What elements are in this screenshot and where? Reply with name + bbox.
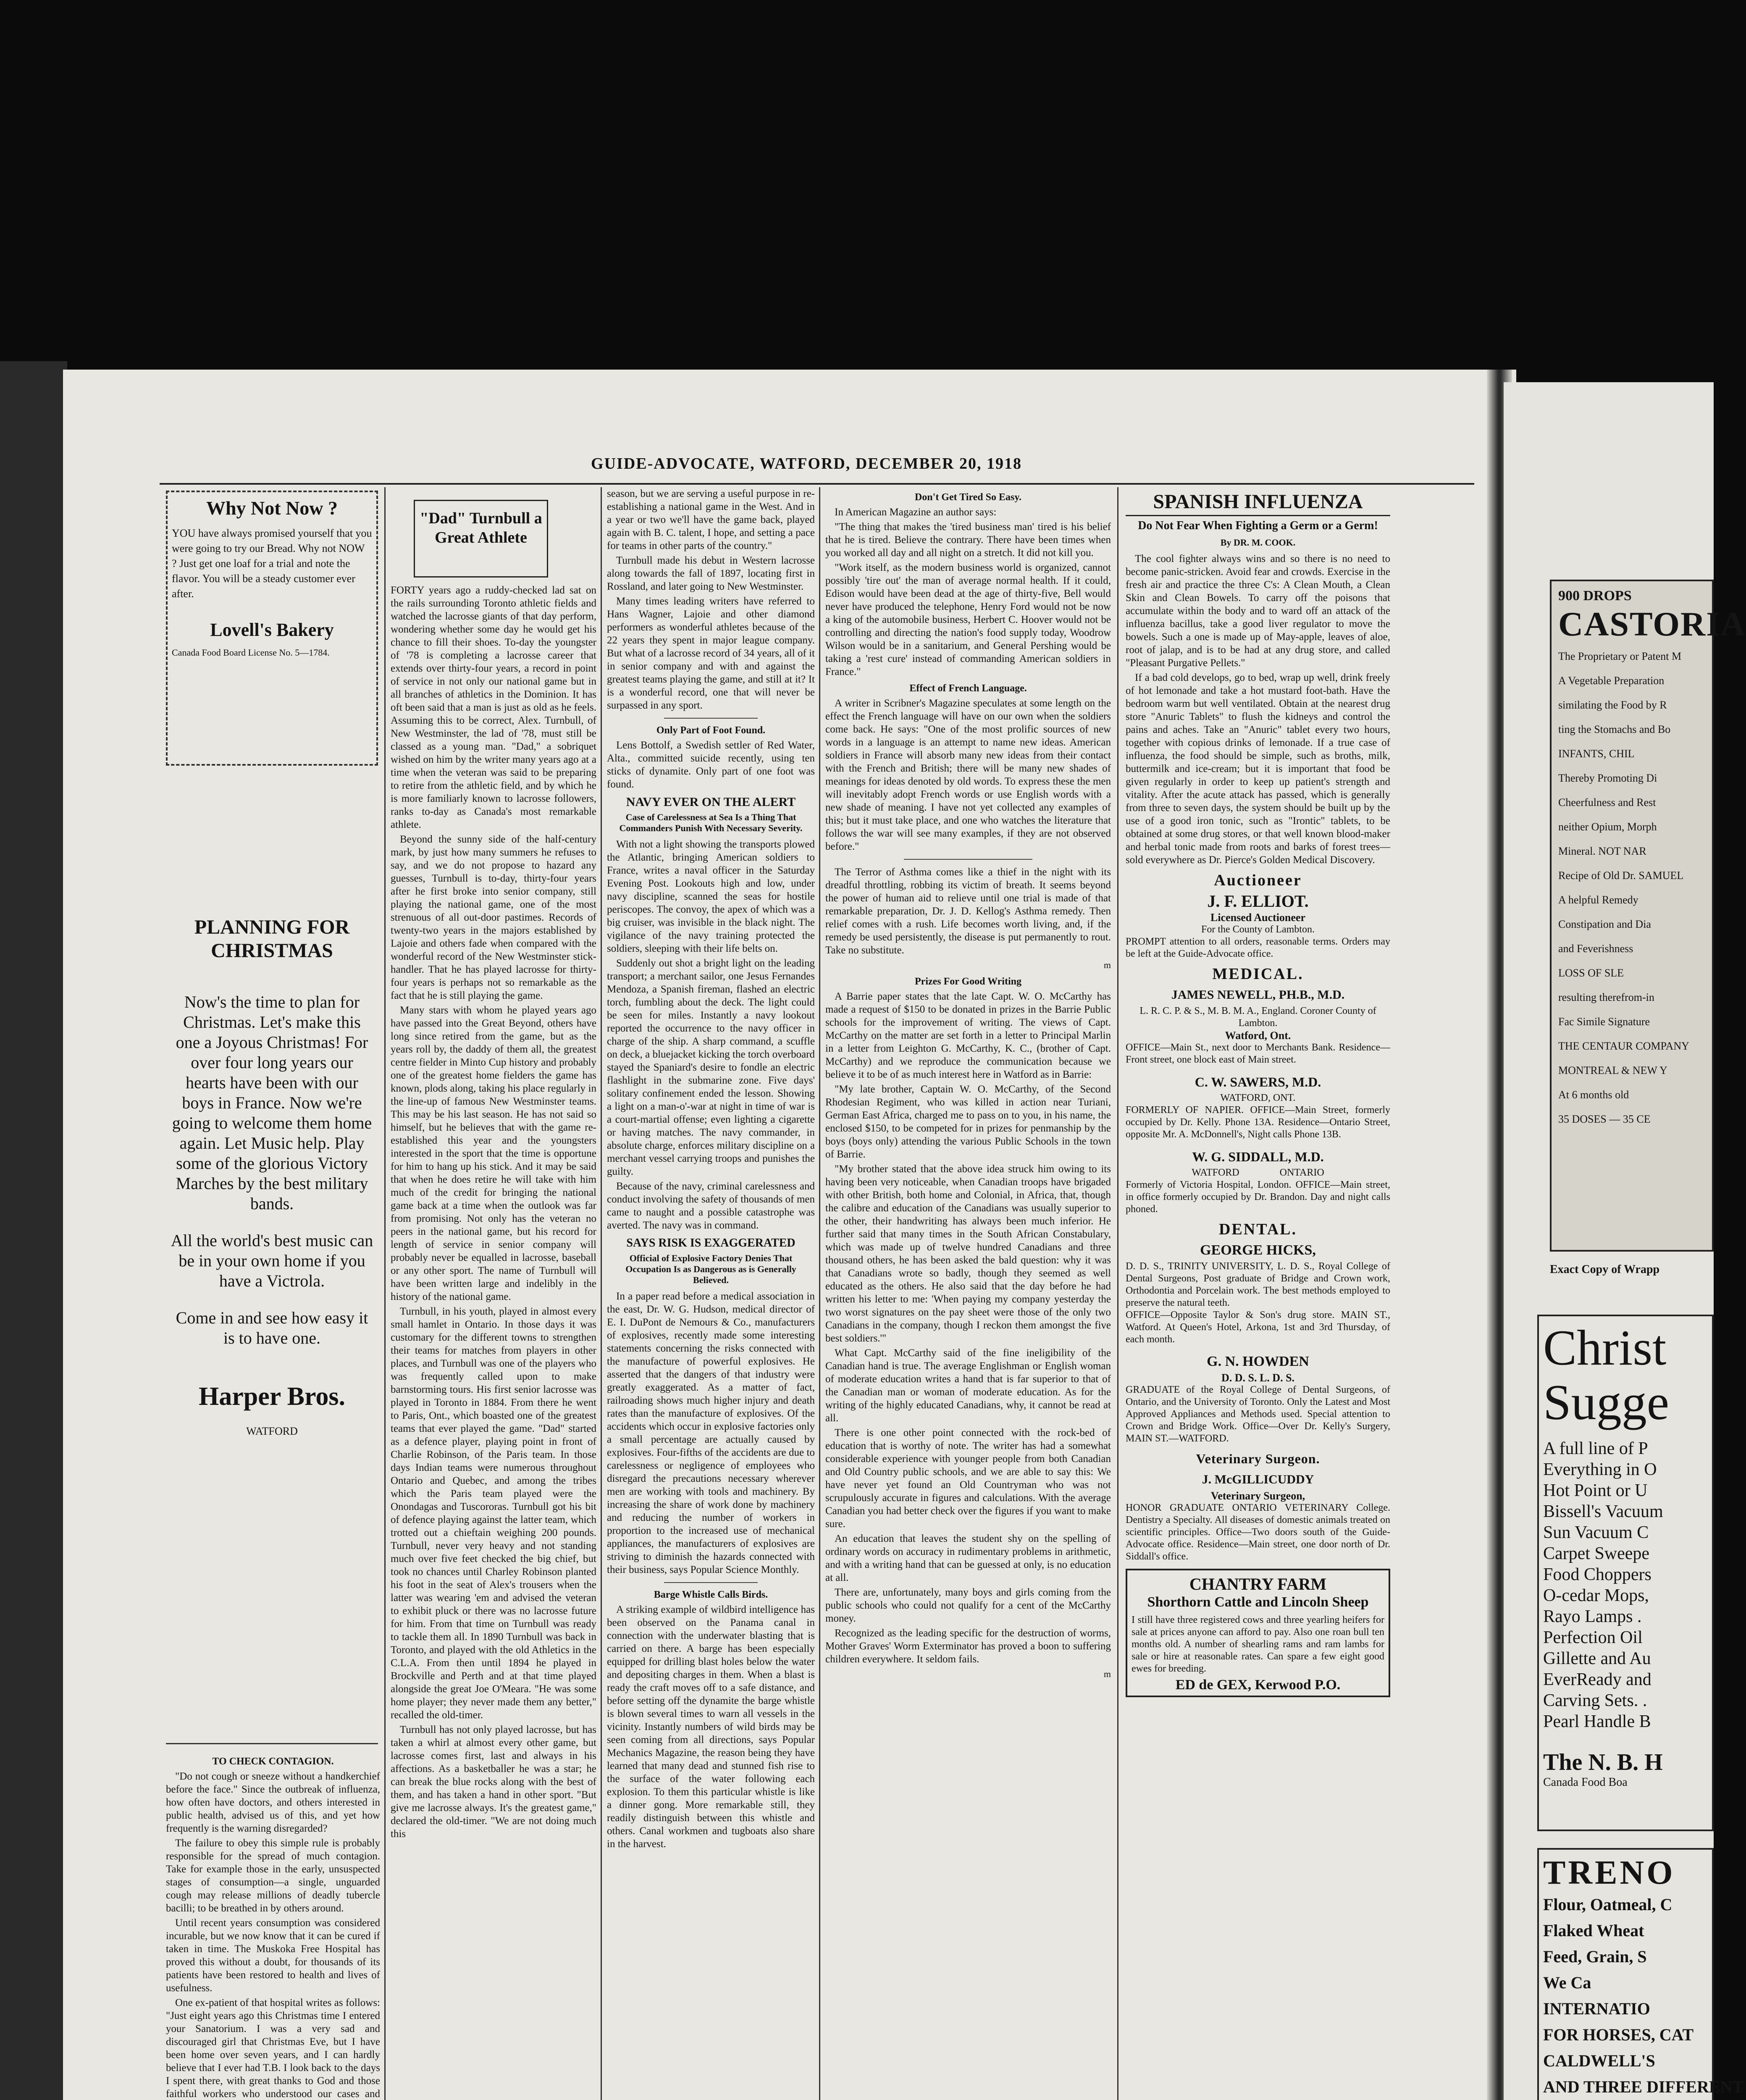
doctor-office: OFFICE—Main St., next door to Merchants Bank. Residence—Front street, one block east of Main street. [1126,1042,1390,1065]
turnbull-title-box [414,500,548,578]
castoria-label-line: MONTREAL & NEW Y [1558,1064,1667,1076]
doctor-name: JAMES NEWELL, PH.B., M.D. [1171,988,1345,1002]
christmas-list [1543,1438,1708,1732]
christmas-title-1: Christ [1543,1320,1667,1376]
doctor-town: Watford, Ont. [1225,1029,1291,1042]
vet-card [1126,1470,1390,1563]
tired-para: "The thing that makes the 'tired business man' tired is his belief that he is tired. Believe the contrary. There have been times when you worked all day and all night on a stretch. It did not kill you. [825,521,1111,559]
christmas-list-item: Gillette and Au [1543,1649,1651,1668]
dentist-credentials: D. D. S. L. D. S. [1221,1372,1295,1384]
castoria-label-text [1558,644,1705,1131]
harper-body-3: Come in and see how easy it is to have one. [176,1308,368,1347]
christmas-list-item: Carpet Sweepe [1543,1544,1650,1563]
medical-card [1126,1147,1390,1215]
contagion-para: "Do not cough or sneeze without a handkerchief before the face." Since the outbreak of influenza, how often have doctors, and others interested in public health, advised us of this, and yet how frequently is the warning disregarded? [166,1771,380,1834]
castoria-label-line: and Feverishness [1558,942,1633,955]
column-rule [1117,487,1118,2100]
asthma-body: The Terror of Asthma comes like a thief in the night with its dreadful throttling, robbing its victim of breath. It seems beyond the power of human aid to relieve until one trial is made of that remarkable preparation, Dr. J. D. Kellog's Asthma remedy. Then relief comes with a rush. Life becomes worth living, and, if the remedy be used persistently, the disease is put permanently to rout. Take no substitute. [825,866,1111,956]
contagion-para: One ex-patient of that hospital writes as follows: "Just eight years ago this Christmas time I entered your Sanatorium. I was a very sad and discouraged girl that Christmas Eve, but I have been home over seven years, and I can hardly believe that I ever had T.B. I look back to the days I spent there, with great thanks to God and those faithful workers who understood our cases and [166,1997,380,2100]
prizes-para: "My brother stated that the above idea struck him owing to its having been very noticeable, when Canadian troops have brigaded with other British, both home and Colonial, in Africa, that, though the calibre and education of the Canadians was usually superior to the other, their handwriting has always been much inferior. He further said that many times in the South African Constabulary, which was made up of twelve hundred Canadians and three thousand others, he has been asked the bald question: why it was that Canadians wrote so badly, though they seemed as well educated as the others. He also said that the day before he had written his letter to me: 'When paying my company yesterday the two worst signatures on the pay sheet were those of the only two Canadians in the company, though I reckon them amongst the five best soldiers.'" [825,1163,1111,1344]
trenouth-title: TRENO [1543,1854,1675,1891]
turnbull-para: Beyond the sunny side of the half-century mark, by just how many summers he refuses to say, and we do not propose to hazard any guesses, Turnbull is to-day, thirty-four years after he first broke into senior company, still playing the national game, one of the most strenuous of all out-door pastimes. Records of twenty-two years in the majors established by Lajoie and others fade when compared with the wonderful record of the New Westminster stick-handler. That he has played lacrosse for thirty-four years is perhaps not so remarkable as the fact that he is still playing the game. [391,834,596,1001]
castoria-label-line: LOSS OF SLE [1558,967,1624,979]
christmas-list-item: O-cedar Mops, [1543,1586,1649,1605]
navy-para: With not a light showing the transports plowed the Atlantic, bringing American soldiers to France, writes a naval officer in the Saturday Evening Post. Lookouts high and low, under navy discipline, scanned the seas for hostile periscopes. The convoy, the apex of which was a big cruiser, was invisible in the black night. The vigilance of the navy training protected the soldiers, sleeping with their life belts on. [607,839,815,954]
column-4 [825,487,1111,2100]
footfound-title: Only Part of Foot Found. [656,725,766,736]
christmas-list-item: Everything in O [1543,1460,1657,1479]
doctor-credentials: L. R. C. P. & S., M. B. M. A., England. Coroner County of Lambton. [1139,1005,1376,1029]
castoria-label-line: THE CENTAUR COMPANY [1558,1040,1689,1052]
dentist-credentials: D. D. S., TRINITY UNIVERSITY, L. D. S., Royal College of Dental Surgeons, Post graduate of Bridge and Crown work, Orthodontia and Porcelain work. The best methods employed to preserve the natural teeth. [1126,1261,1390,1308]
doctor-credentials: WATFORD, ONT. [1220,1092,1296,1103]
masthead: GUIDE-ADVOCATE, WATFORD, DECEMBER 20, 1918 [591,455,1022,472]
trenouth-list-item: AND THREE DIFFERENT [1543,2077,1744,2096]
risk-sub: Official of Explosive Factory Denies That Occupation Is as Dangerous as is Generally Believed. [625,1253,796,1285]
trenouth-list [1543,1892,1744,2100]
doctor-name: C. W. SAWERS, M.D. [1195,1074,1321,1089]
contagion-title: TO CHECK CONTAGION. [212,1756,334,1767]
lovell-ad [166,491,378,766]
dentist-name: G. N. HOWDEN [1207,1354,1309,1369]
trenouth-list-item: CALDWELL'S [1543,2051,1655,2070]
castoria-label-line: The Proprietary or Patent M [1558,650,1682,662]
trenouth-list-item: Flour, Oatmeal, C [1543,1895,1672,1914]
castoria-label-line: Recipe of Old Dr. SAMUEL [1558,869,1684,882]
castoria-label-line: ting the Stomachs and Bo [1558,723,1671,735]
dentist-office: OFFICE—Opposite Taylor & Son's drug store. MAIN ST., Watford. At Queen's Hotel, Arkona, 1st and 3rd Thursday, of each month. [1126,1310,1390,1345]
contagion-para: Until recent years consumption was considered incurable, but we now know that it can be cured if taken in time. The Muskoka Free Hospital has proved this without a doubt, for thousands of its patients have been restored to health and lives of usefulness. [166,1917,380,1994]
lovell-body: YOU have always promised yourself that you were going to try our Bread. Why not NOW ? Just get one loaf for a trial and note the flavor. You will be a steady customer ever after. [172,527,372,600]
column-rule [384,487,386,2100]
dental-section: DENTAL. [1218,1221,1297,1238]
chantry-ad [1126,1569,1390,1697]
prizes-para: An education that leaves the student shy on the spelling of ordinary words on accuracy in rudimentary problems in arithmetic, and with a writing hand that can be guessed at only, is no education at all. [825,1533,1111,1583]
turnbull-article [391,584,596,2096]
turnbull-para: Turnbull has not only played lacrosse, but has taken a whirl at almost every other game, but lacrosse comes first, last and always in his affections. As a basketballer he was a star; he can break the blue rocks along with the best of them, and has taken a hand in other sport. "But give me lacrosse always. It's the greatest game," declared the old-timer. "We are not doing much this [391,1724,596,1840]
dentist-name: GEORGE HICKS, [1200,1242,1316,1258]
scan-border [0,361,67,2100]
castoria-label-line: neither Opium, Morph [1558,821,1657,833]
prizes-para: There are, unfortunately, many boys and girls coming from the public schools who could not qualify for a cent of the McCarthy money. [825,1587,1111,1624]
contagion-para: The failure to obey this simple rule is probably responsible for the spread of much contagion. Take for example those in the early, unsuspected stages of consumption—a single, unguarded cough may release millions of deadly tubercle bacilli; to be breathed in by others around. [166,1838,380,1914]
lovell-title: Why Not Now ? [206,497,338,519]
column-rule [601,487,602,2100]
french-title: Effect of French Language. [909,683,1027,694]
castoria-caption: Exact Copy of Wrapp [1550,1263,1660,1276]
doctor-office: Formerly of Victoria Hospital, London. OFFICE—Main street, in office formerly occupied by Dr. Brandon. Day and night calls phoned. [1126,1179,1390,1215]
castoria-label-line: A helpful Remedy [1558,894,1638,906]
navy-sub: Case of Carelessness at Sea Is a Thing That Commanders Punish With Necessary Severity. [619,812,803,833]
trenouth-list-item: Flaked Wheat [1543,1921,1644,1940]
castoria-label-line: At 6 months old [1558,1089,1629,1101]
trenouth-list-item: FOR HORSES, CAT [1543,2025,1694,2044]
auctioneer-card [1126,891,1390,960]
turnbull-continued: Many times leading writers have referred to Hans Wagner, Lajoie and other diamond performers as wonderful athletes because of the 22 years they spent in major league company. But what of a lacrosse record of 34 years, all of it in senior company and with and against the greatest teams playing the game, and still at it? It is a wonderful record, one that will never be surpassed in any sport. [607,596,815,711]
turnbull-para: Turnbull, in his youth, played in almost every small hamlet in Ontario. In those days it was customary for the different towns to strengthen their teams for matches from players in other places, and Turnbull was one of the players who was frequently called upon to make barnstorming tours. His first senior lacrosse was played in Toronto in 1884. From there he went to Paris, Ont., which boasted one of the greatest teams that ever played the game. "Dad" started as a defence player, playing point in front of Charlie Robinson, of the Paris team. In those days Indian teams were numerous throughout Ontario and Quebec, and among the tribes which the Paris team played were the Onondagas and Tuscororas. Turnbull got his bit of defence playing against the latter team, which trotted out a chieftain weighing 200 pounds. Turnbull, never very heavy and not standing much over five feet checked the big chief, but took no chances until Charley Robinson planted his foot in the seat of Alex's trousers when the latter was wearing 'em and advised the veteran to exhibit pluck or there was no lacrosse future for him. From that time on Turnbull was ready to tackle them all. In 1890 Turnbull was back in Toronto, and played with the old Athletics in the C.L.A. From then until 1894 he played in Brockville and Perth and at that time played alongside the great Joe O'Meara. "He was some home player; they never made them any better," recalled the old-timer. [391,1306,596,1721]
prizes-para: "My late brother, Captain W. O. McCarthy, of the Second Rhodesian Regiment, who was killed in action near Turiani, German East Africa, charged me to pass on to you, in his name, the enclosed $150, to be competed for in prizes for penmanship by the boys (boys only) attending the various Public Schools in the town of Barrie. [825,1084,1111,1160]
column-5 [1126,487,1390,2100]
christmas-list-item: Bissell's Vacuum [1543,1502,1663,1521]
prizes-para: What Capt. McCarthy said of the fine ineligibility of the Canadian hand is true. The average Englishman or English woman of moderate education writes a hand that is far superior to that of the Canadian man or woman of moderate education. As for the writing of the highly educated Canadians, why, it cannot be read at all. [825,1347,1111,1424]
castoria-package-ad [1550,580,1746,1252]
harper-town: WATFORD [246,1425,298,1437]
header-rule [160,483,1474,485]
christmas-list-item: EverReady and [1543,1670,1651,1689]
harper-ad [166,911,378,1730]
auctioneer-county: For the County of Lambton. [1201,924,1315,935]
christmas-title-2: Sugge [1543,1374,1669,1430]
christmas-ad [1537,1315,1714,1831]
christmas-list-item: Perfection Oil [1543,1628,1643,1647]
turnbull-continued: Turnbull made his debut in Western lacrosse along towards the fall of 1897, locating first in Rossland, and later going to New Westminster. [607,555,815,592]
trenouth-list-item: INTERNATIO [1543,1999,1650,2018]
christmas-store: The N. B. H [1543,1749,1663,1775]
castoria-label-line: Mineral. NOT NAR [1558,845,1646,857]
doctor-credentials: WATFORD ONTARIO [1192,1167,1324,1178]
influenza-byline: By DR. M. COOK. [1220,537,1296,548]
turnbull-para: Many stars with whom he played years ago have passed into the Great Beyond, others have long since retired from the game, but as the years roll by, the daddy of them all, the greatest centre fielder in Minto Cup history and probably one of the greatest home fielders the game has known, plods along, taking his place regularly in the line-up of famous New Westminster teams. This may be his last season. He has not said so himself, but he believes that with the game re-established this year and the youngsters interested in the sport that the time is opportune for him to hang up his stick. And it may be said that when he does retire he will take with him much of the credit for bringing the national game back at a time when the outlook was far from promising. Not only has the veteran no peers in the national game, but his record for length of service in senior company will probably never be equalled in lacrosse, baseball or any other sport. The name of Turnbull will have been written large and indelibly in the history of the national game. [391,1005,596,1302]
prizes-para: There is one other point connected with the rock-bed of education that is worthy of note. The writer has had a somewhat considerable experience with younger people from both Canadian and Old Country public schools, and we are able to say this: We have never yet found an Old Countryman who was not scrupulously accurate in figures and calculations. With the average Canadian you had better check over the figures if you want to make sure. [825,1427,1111,1530]
prizes-title: Prizes For Good Writing [915,976,1021,987]
influenza-para: If a bad cold develops, go to bed, wrap up well, drink freely of hot lemonade and take a hot mustard foot-bath. Have the bedroom warm but well ventilated. Obtain at the nearest drug store "Anuric Tablets" to flush the kidneys and control the pains and aches. Take an "Anuric" tablet every two hours, together with copious drinks of lemonade. If a true case of influenza, the food should be simple, such as broths, milk, buttermilk and ice-cream; but it is important that food be given regularly in order to keep up patient's strength and vitality. After the acute attack has passed, which is generally from three to seven days, the system should be built up by the use of a good iron tonic, such as "Irontic" tablets, to be obtained at some drug stores, or that well known blood-maker and herbal tonic made from roots and barks of forest trees—sold everywhere as Dr. Pierce's Golden Medical Discovery. [1126,672,1390,866]
christmas-list-item: Sun Vacuum C [1543,1523,1649,1542]
christmas-list-item: Carving Sets. . [1543,1691,1647,1710]
auctioneer-section: Auctioneer [1214,872,1302,889]
separator [904,859,1032,860]
barge-title: Barge Whistle Calls Birds. [654,1589,768,1600]
prizes-mark: m [1103,1669,1111,1679]
contagion-article [166,1751,380,2100]
castoria-label-line: Constipation and Dia [1558,918,1651,930]
trenouth-list-item: Feed, Grain, S [1543,1947,1647,1966]
chantry-body: I still have three registered cows and three yearling heifers for sale at prices anyone can afford to pay. Also one roan bull ten months old. A number of shearling rams and ram lambs for sale or hire at reasonable rates. Can spare a few eight good ewes for breeding. [1132,1614,1384,1674]
prizes-para: A Barrie paper states that the late Capt. W. O. McCarthy has made a request of $150 to be donated in prizes in the Barrie Public schools for the improvement of writing. The views of Capt. McCarthy on the matter are set forth in a letter to Principal Marlin in a letter from Leighton G. McCarthy, K. C., (brother of Capt. McCarthy) and we reproduce the communication because we believe it to be of as much interest here in Watford as in Barrie: [825,991,1111,1080]
christmas-license: Canada Food Boa [1543,1776,1628,1789]
vet-section: Veterinary Surgeon. [1196,1451,1320,1466]
harper-body-1: Now's the time to plan for Christmas. Let's make this one a Joyous Christmas! For over four long years our hearts have been with our boys in France. Now we're going to welcome them home again. Let Music help. Play some of the glorious Victory Marches by the best military bands. [172,992,372,1213]
chantry-name: ED de GEX, Kerwood P.O. [1175,1677,1341,1693]
turnbull-para: FORTY years ago a ruddy-checked lad sat on the rails surrounding Toronto athletic fields and watched the lacrosse giants of that day perform, wondering whether some day he would get his chance to fill their shoes. To-day the youngster of '78 is completing a lacrosse career that extends over thirty-four years, a record in point of service in not only our national game but in all branches of athletics in the Dominion. It has oft been said that a man is just as old as he feels. Assuming this to be correct, Alex. Turnbull, of New Westminster, the lad of '78, must still be classed as a young man. "Dad," a sobriquet wished on him by the writer many years ago at a time when the veteran was said to be preparing to retire from the athletic field, and by which he is more familiarly known to lacrosse followers, ranks to-day as Canada's most remarkable athlete. [391,585,596,830]
turnbull-title: "Dad" Turnbull a Great Athlete [420,509,542,546]
prizes-para: Recognized as the leading specific for the destruction of worms, Mother Graves' Worm Exterminator has proved a boon to suffering children everywhere. It seldom fails. [825,1628,1111,1665]
castoria-brand: CASTORIA [1558,605,1746,643]
dental-card [1126,1240,1390,1346]
medical-section: MEDICAL. [1212,965,1304,983]
dentist-office: GRADUATE of the Royal College of Dental Surgeons, of Ontario, and the University of Toronto. Only the Latest and Most Approved Appliances and Methods used. Special attention to Crown and Bridge Work. Office—Over Dr. Kelly's Surgery, MAIN ST.—WATFORD. [1126,1384,1390,1444]
christmas-list-item: A full line of P [1543,1439,1648,1458]
doctor-name: W. G. SIDDALL, M.D. [1192,1149,1324,1164]
castoria-label-line: INFANTS, CHIL [1558,748,1635,760]
medical-card [1126,1072,1390,1141]
turnbull-continued: season, but we are serving a useful purpose in re-establishing a national game in the West. And in a year or two we'll have the game back, played again with B. C. talent, I hope, and setting a pace for teams in other parts of the country." [607,488,815,551]
trenouth-ad [1537,1848,1744,2100]
trenouth-list-item: We Ca [1543,1973,1591,1992]
influenza-para: The cool fighter always wins and so there is no need to become panic-stricken. Avoid fear and crowds. Exercise in the fresh air and practice the three C's: A Clean Mouth, a Clean Skin and Clean Bowels. To carry off the poisons that accumulate within the body and to ward off an attack of the influenza bacillus, take a good liver regulator to move the bowels. Such a one is made up of May-apple, leaves of aloe, root of jalap, and is to be had at any drug store, and called "Pleasant Purgative Pellets." [1126,553,1390,669]
column-rule [819,487,820,2100]
section-rule [166,1743,378,1744]
harper-name: Harper Bros. [198,1382,346,1411]
navy-para: Because of the navy, criminal carelessness and conduct involving the safety of thousands of men came to naught and a possible catastrophe was averted. The navy was in command. [607,1181,815,1231]
castoria-label-line: resulting therefrom-in [1558,991,1654,1003]
castoria-label-line: Cheerfulness and Rest [1558,796,1656,808]
barge-para: A striking example of wildbird intelligence has been observed on the Panama canal in connection with the underwater blasting that is carried on there. A barge has been especially equipped for drilling blast holes below the water and depositing charges in them. When a blast is ready the craft moves off to a safe distance, and before setting off the dynamite the barge whistle is blown several times to warn all vessels in the vicinity. Instantly numbers of wild birds may be seen coming from all directions, says Popular Mechanics Magazine, the reason being they have learned that many dead and stunned fish rise to the surface of the water following each explosion. To them this particular whistle is like a dinner gong. More remarkable still, they readily distinguish between this whistle and others. Canal workmen and tugboats also share in the harvest. [607,1604,815,1850]
christmas-list-item: Hot Point or U [1543,1481,1648,1500]
vet-title: Veterinary Surgeon, [1210,1490,1305,1502]
castoria-label-line: Fac Simile Signature [1558,1016,1650,1028]
influenza-title: SPANISH INFLUENZA [1126,491,1390,516]
castoria-label-line: A Vegetable Preparation [1558,675,1665,687]
footfound-body: Lens Bottolf, a Swedish settler of Red Water, Alta., committed suicide recently, using ten sticks of dynamite. Only part of one foot was found. [607,740,815,790]
vet-name: J. McGILLICUDDY [1202,1473,1314,1486]
castoria-drops: 900 DROPS [1558,588,1632,604]
auctioneer-name: J. F. ELLIOT. [1207,892,1309,911]
navy-para: Suddenly out shot a bright light on the leading transport; a merchant sailor, one Jesus Fernandes Mendoza, a Spanish fireman, flashed an electric torch, fumbling about the deck. The light could be seen for miles. Instantly a navy lookout reported the occurrence to the navy officer in charge of the ship. A sharp command, a scuffle on deck, a bluejacket kicking the torch overboard stayed the Spaniard's desire to fondle an electric flashlight in the submarine zone. Five days' solitary confinement ended the lesson. Showing a light on a man-o'-war at night in time of war is a court-martial offense; even lighting a cigarette or having matches. The navy commander, in absolute charge, enforces military discipline on a merchant vessel carrying troops and punishes the guilty. [607,958,815,1177]
tired-title: Don't Get Tired So Easy. [914,492,1022,503]
chantry-sub: Shorthorn Cattle and Lincoln Sheep [1147,1594,1369,1610]
tired-para: "Work itself, as the modern business world is organized, cannot possibly 'tire out' the man of average normal health. If it could, Edison would have been dead at the age of thirty-five, Bell would never have produced the telephone, Henry Ford would not be now a king of the automobile business, Herbert C. Hoover would not be controlling and directing the nation's food supply today, Woodrow Wilson would be in a sanitarium, and General Pershing would be taking a 'rest cure' instead of commanding American soldiers in France." [825,562,1111,677]
medical-card [1126,985,1390,1066]
chantry-title: CHANTRY FARM [1189,1575,1327,1593]
harper-body-2: All the world's best music can be in your own home if you have a Victrola. [171,1231,373,1290]
lovell-license: Canada Food Board License No. 5—1784. [172,647,330,658]
castoria-label-line: Thereby Promoting Di [1558,772,1657,784]
auctioneer-title: Licensed Auctioneer [1210,911,1306,924]
tired-para: In American Magazine an author says: [835,507,997,518]
navy-title: NAVY EVER ON THE ALERT [626,795,796,809]
vet-body: HONOR GRADUATE ONTARIO VETERINARY College. Dentistry a Specialty. All diseases of domestic animals treated on scientific principles. Office—Two doors south of the Guide-Advocate office. Residence—Main street, one door north of Dr. Siddall's office. [1126,1502,1390,1562]
christmas-list-item: Food Choppers [1543,1565,1651,1584]
auctioneer-body: PROMPT attention to all orders, reasonable terms. Orders may be left at the Guide-Advocate office. [1126,936,1390,959]
castoria-label-line: 35 DOSES — 35 CE [1558,1113,1651,1125]
separator [664,1582,758,1583]
dental-card [1126,1352,1390,1445]
doctor-office: FORMERLY OF NAPIER. OFFICE—Main Street, formerly occupied by Dr. Kelly. Phone 13A. Residence—Ontario Street, opposite Mr. A. McDonnell's, Night calls Phone 13B. [1126,1105,1390,1140]
christmas-list-item: Pearl Handle B [1543,1712,1651,1731]
separator [664,718,758,719]
harper-title: PLANNING FOR CHRISTMAS [194,916,350,962]
risk-title: SAYS RISK IS EXAGGERATED [626,1236,796,1250]
lovell-name: Lovell's Bakery [210,620,334,640]
column-3 [607,487,815,2100]
asthma-mark: m [1103,960,1111,970]
christmas-list-item: Rayo Lamps . [1543,1607,1642,1626]
risk-para: In a paper read before a medical association in the east, Dr. W. G. Hudson, medical director of E. I. DuPont de Nemours & Co., manufacturers of explosives, recently made some interesting statements concerning the risks connected with the manufacture of powerful explosives. He asserted that the dangers of that industry were greatly exaggerated. As a matter of fact, railroading shows much higher injury and death rates than the manufacture of explosives. Of the accidents which occur in explosive factories only a small percentage are actually caused by explosives. Four-fifths of the accidents are due to carelessness or negligence of employees who disregard the precautions necessary wherever men are working with tools and machinery. By increasing the share of work done by machinery and reducing the number of workers in proportion to the increased use of mechanical appliances, the manufacturers of explosives are striving to diminish the hazards connected with their business, says Popular Science Monthly. [607,1291,815,1575]
french-para: A writer in Scribner's Magazine speculates at some length on the effect the French language will have on our own when the soldiers come back. He says: "One of the most prolific sources of new words in a language is an attempt to name new ideas. American soldiers in France will absorb many new ideas from their contact with the French and British; there will be many new shades of meanings for ideas denoted by old words. To express these the men will inevitably adopt French words or use English words with a new shade of meaning. I have not yet collected any examples of this; but it must take place, and one who watches the literature that follows the war will see many examples, if they are not observed before." [825,698,1111,852]
influenza-sub: Do Not Fear When Fighting a Germ or a Germ! [1138,519,1378,532]
castoria-label-line: similating the Food by R [1558,699,1667,711]
